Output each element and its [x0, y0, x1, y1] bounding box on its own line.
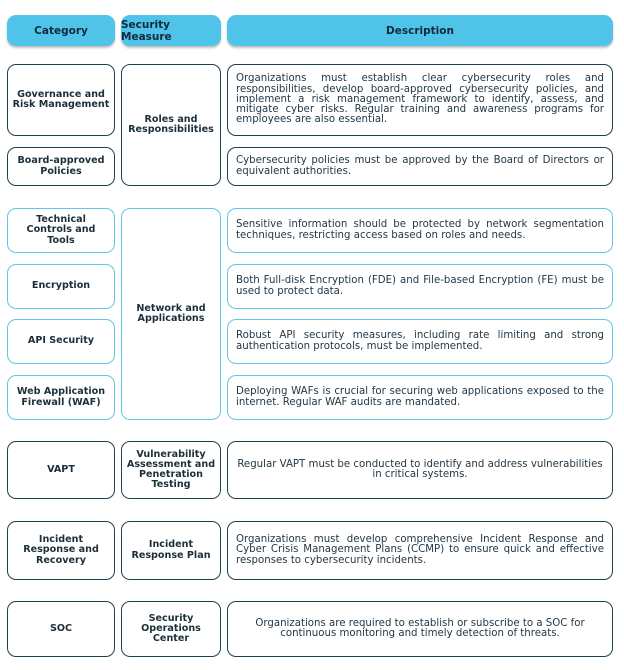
category-encryption: Encryption	[7, 264, 115, 309]
description-board-approved-policies: Cybersecurity policies must be approved by the Board of Directors or equivalent authorities.	[227, 147, 613, 186]
category-incident-response-and-recovery: Incident Response and Recovery	[7, 521, 115, 580]
description-api-security: Robust API security measures, including rate limiting and strong authentication protocols, must be implemented.	[227, 319, 613, 364]
category-soc: SOC	[7, 601, 115, 657]
measure-vulnerability-assessment-and-penetration-testing: Vulnerability Assessment and Penetration Testing	[121, 441, 221, 499]
header-security-measure: Security Measure	[121, 15, 221, 46]
description-soc: Organizations are required to establish or subscribe to a SOC for continuous monitoring and timely detection of threats.	[227, 601, 613, 657]
header-description: Description	[227, 15, 613, 46]
measure-incident-response-plan: Incident Response Plan	[121, 521, 221, 580]
description-technical-controls-and-tools: Sensitive information should be protected by network segmentation techniques, restricting access based on roles and needs.	[227, 208, 613, 253]
description-governance-and-risk-management: Organizations must establish clear cybersecurity roles and responsibilities, develop board-approved cybersecurity policies, and implement a risk management framework to identify, assess, and mitigate cyber risks. Regular training and awareness programs for employees are also essential.	[227, 64, 613, 136]
header-category: Category	[7, 15, 115, 46]
category-board-approved-policies: Board-approved Policies	[7, 147, 115, 186]
measure-roles-and-responsibilities: Roles and Responsibilities	[121, 64, 221, 186]
category-vapt: VAPT	[7, 441, 115, 499]
category-technical-controls-and-tools: Technical Controls and Tools	[7, 208, 115, 253]
description-vapt: Regular VAPT must be conducted to identify and address vulnerabilities in critical systems.	[227, 441, 613, 499]
category-web-application-firewall: Web Application Firewall (WAF)	[7, 375, 115, 420]
category-governance-and-risk-management: Governance and Risk Management	[7, 64, 115, 136]
category-api-security: API Security	[7, 319, 115, 364]
measure-network-and-applications: Network and Applications	[121, 208, 221, 420]
measure-security-operations-center: Security Operations Center	[121, 601, 221, 657]
description-web-application-firewall: Deploying WAFs is crucial for securing web applications exposed to the internet. Regular WAF audits are mandated.	[227, 375, 613, 420]
description-incident-response-and-recovery: Organizations must develop comprehensive Incident Response and Cyber Crisis Management Plans (CCMP) to ensure quick and effective responses to cybersecurity incidents.	[227, 521, 613, 580]
description-encryption: Both Full-disk Encryption (FDE) and File-based Encryption (FE) must be used to protect data.	[227, 264, 613, 309]
